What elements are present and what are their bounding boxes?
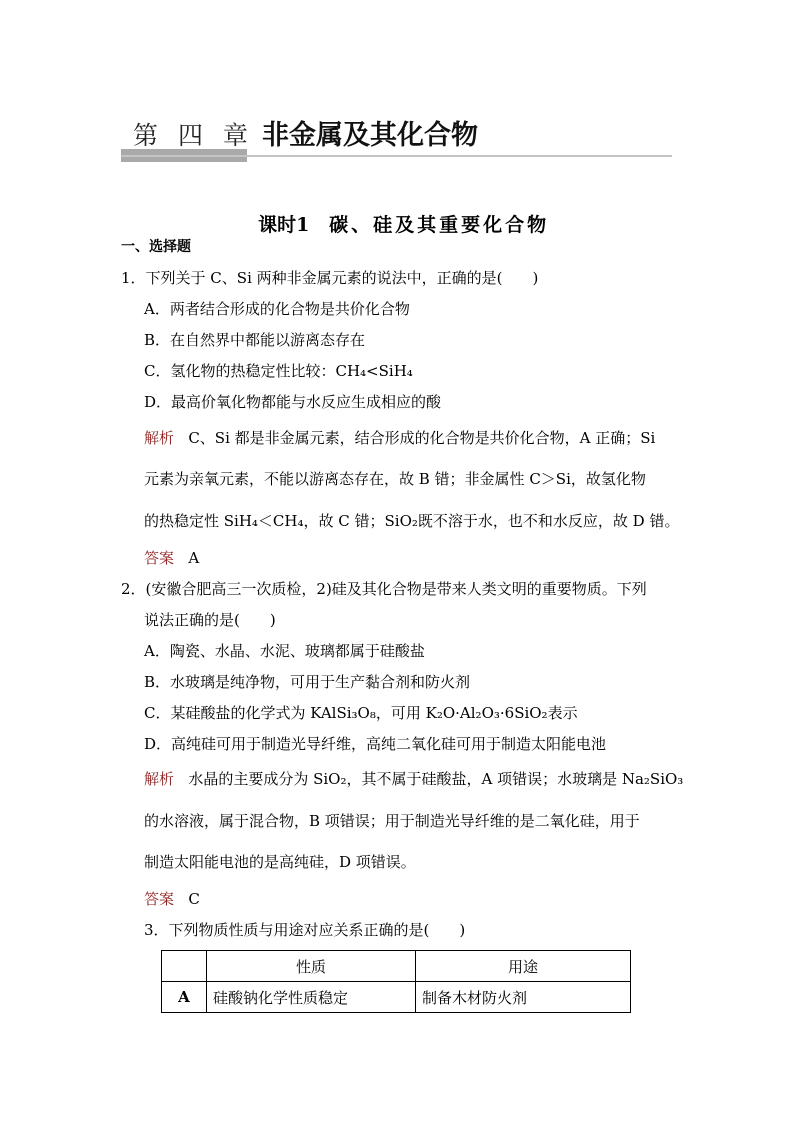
q1-analysis-line-3: 的热稳定性 SiH₄＜CH₄，故 C 错；SiO₂既不溶于水，也不和水反应，故 D 错。 (144, 512, 680, 530)
q1-answer-line (144, 548, 199, 568)
q2-option-d: D．高纯硅可用于制造光导纤维，高纯二氧化硅可用于制造太阳能电池 (144, 735, 607, 753)
q1-option-c: C．氢化物的热稳定性比较：CH₄<SiH₄ (144, 362, 413, 380)
section-label: 一、选择题 (121, 239, 191, 255)
q1-option-b: B．在自然界中都能以游离态存在 (144, 331, 366, 349)
table-cell-usage: 制备木材防火剂 (416, 982, 631, 1013)
chapter-number: 第 四 章 (133, 121, 254, 150)
q1-option-d: D．最高价氧化物都能与水反应生成相应的酸 (144, 393, 442, 411)
table-header-usage: 用途 (416, 951, 631, 982)
q1-analysis-label: 解析 (144, 429, 175, 447)
table-cell-property: 硅酸钠化学性质稳定 (207, 982, 416, 1013)
q1-answer-label: 答案 (144, 549, 175, 567)
q2-option-b: B．水玻璃是纯净物，可用于生产黏合剂和防火剂 (144, 673, 471, 691)
q2-option-c: C．某硅酸盐的化学式为 KAlSi₃O₈，可用 K₂O·Al₂O₃·6SiO₂表示 (144, 704, 578, 722)
table-row (162, 982, 631, 1013)
q2-answer-line (144, 889, 200, 909)
q2-analysis-label: 解析 (144, 770, 175, 788)
q1-analysis-line-1 (144, 428, 655, 448)
q2-analysis-line-3: 制造太阳能电池的是高纯硅，D 项错误。 (144, 853, 416, 871)
q1-stem: 1．下列关于 C、Si 两种非金属元素的说法中，正确的是( ) (121, 269, 539, 287)
q2-stem-line-2: 说法正确的是( ) (144, 611, 276, 629)
q2-answer-label: 答案 (144, 890, 175, 908)
table-header-blank (162, 951, 207, 982)
table-cell-option: A (162, 982, 207, 1013)
q1-answer: A (188, 549, 200, 567)
table-header-property: 性质 (207, 951, 416, 982)
q3-stem: 3．下列物质性质与用途对应关系正确的是( ) (144, 921, 466, 939)
chapter-title: 非金属及其化合物 (262, 120, 478, 151)
q2-analysis-line-1 (144, 769, 683, 789)
q1-analysis-line-2: 元素为亲氧元素，不能以游离态存在，故 B 错；非金属性 C＞Si，故氢化物 (144, 470, 646, 488)
lesson-title: 碳、硅及其重要化合物 (329, 214, 550, 236)
table-header-row (162, 951, 631, 982)
q2-answer: C (188, 890, 200, 908)
q2-option-a: A．陶瓷、水晶、水泥、玻璃都属于硅酸盐 (144, 642, 425, 660)
q1-analysis-text-1: C、Si 都是非金属元素，结合形成的化合物是共价化合物，A 正确；Si (188, 429, 656, 447)
q1-option-a: A．两者结合形成的化合物是共价化合物 (144, 300, 410, 318)
lesson-heading (0, 188, 794, 237)
lesson-label: 课时1 (258, 214, 310, 236)
q2-analysis-line-2: 的水溶液，属于混合物，B 项错误；用于制造光导纤维的是二氧化硅，用于 (144, 812, 640, 830)
q2-analysis-text-1: 水晶的主要成分为 SiO₂，其不属于硅酸盐，A 项错误；水玻璃是 Na₂SiO₃ (188, 770, 684, 788)
chapter-header-rule (121, 155, 672, 157)
q2-stem-line-1: 2．(安徽合肥高三一次质检，2)硅及其化合物是带来人类文明的重要物质。下列 (121, 580, 647, 598)
q3-table (161, 950, 631, 1013)
